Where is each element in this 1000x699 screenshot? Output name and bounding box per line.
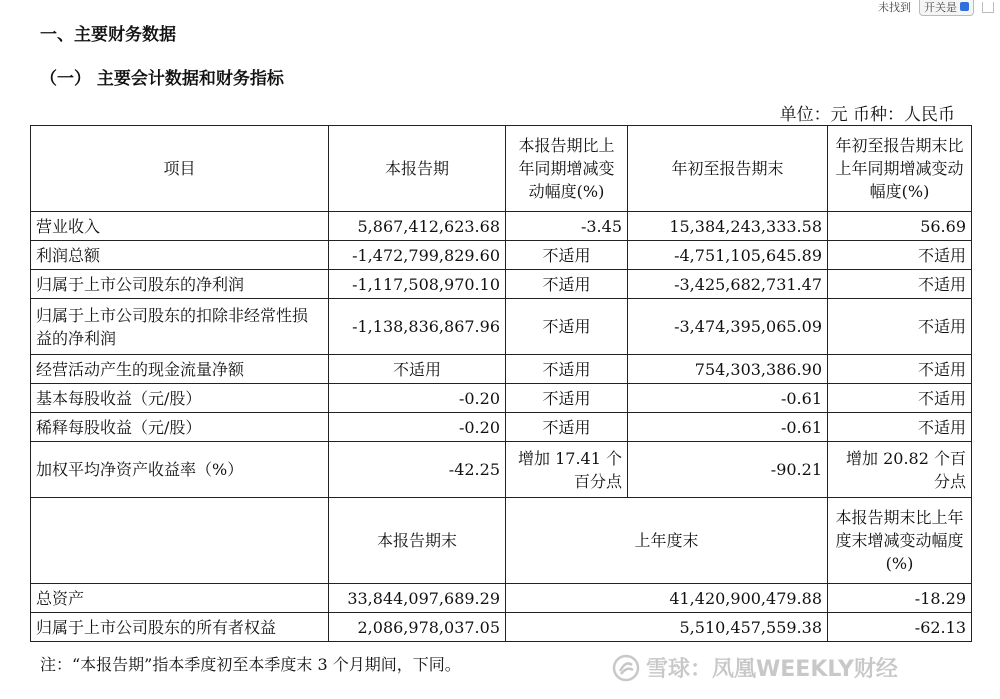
table-header-row <box>31 126 972 212</box>
footnote: 注：“本报告期”指本季度初至本季度末 3 个月期间，下同。 <box>40 655 461 674</box>
snowball-logo-icon <box>612 654 640 682</box>
cell: 不适用 <box>506 384 628 413</box>
header-cell: 本报告期末比上年度末增减变动幅度(%) <box>828 498 972 584</box>
table-row <box>31 299 972 355</box>
header-cell: 本报告期末 <box>329 498 506 584</box>
header-cell: 本报告期比上年同期增减变动幅度(%) <box>506 126 628 212</box>
row-label: 总资产 <box>31 584 329 613</box>
header-cell: 本报告期 <box>329 126 506 212</box>
cell: -0.61 <box>628 413 828 442</box>
table-row <box>31 241 972 270</box>
cell: 56.69 <box>828 212 972 241</box>
header-cell: 项目 <box>31 126 329 212</box>
table-row <box>31 413 972 442</box>
table-header-row <box>31 498 972 584</box>
cell: 33,844,097,689.29 <box>329 584 506 613</box>
watermark-text: 雪球：凤凰WEEKLY财经 <box>646 657 898 682</box>
header-cell <box>31 498 329 584</box>
row-label: 营业收入 <box>31 212 329 241</box>
cell: 不适用 <box>828 384 972 413</box>
row-label: 加权平均净资产收益率（%） <box>31 442 329 498</box>
cell: -1,117,508,970.10 <box>329 270 506 299</box>
cell: 15,384,243,333.58 <box>628 212 828 241</box>
row-label: 基本每股收益（元/股） <box>31 384 329 413</box>
checkbox[interactable] <box>982 2 994 13</box>
cell: -3,425,682,731.47 <box>628 270 828 299</box>
unit-label: 单位：元 币种：人民币 <box>779 105 955 125</box>
row-label: 稀释每股收益（元/股） <box>31 413 329 442</box>
cell: -1,138,836,867.96 <box>329 299 506 355</box>
cell: 不适用 <box>828 270 972 299</box>
section-heading: 一、主要财务数据 <box>40 25 176 45</box>
cell: -3.45 <box>506 212 628 241</box>
table-row <box>31 613 972 642</box>
table-row <box>31 270 972 299</box>
not-found-label: 未找到 <box>878 1 911 14</box>
cell: 增加 17.41 个百分点 <box>506 442 628 498</box>
cell: 不适用 <box>828 413 972 442</box>
row-label: 归属于上市公司股东的扣除非经常性损益的净利润 <box>31 299 329 355</box>
row-label: 归属于上市公司股东的净利润 <box>31 270 329 299</box>
cell: -3,474,395,065.09 <box>628 299 828 355</box>
cell: -1,472,799,829.60 <box>329 241 506 270</box>
cell: 不适用 <box>329 355 506 384</box>
cell: -4,751,105,645.89 <box>628 241 828 270</box>
cell: 不适用 <box>506 241 628 270</box>
cell: -18.29 <box>828 584 972 613</box>
table-row <box>31 212 972 241</box>
chevron-down-icon <box>960 2 969 11</box>
toggle-select[interactable] <box>919 0 974 16</box>
row-label: 利润总额 <box>31 241 329 270</box>
cell: 不适用 <box>828 299 972 355</box>
table-row <box>31 584 972 613</box>
cell: 不适用 <box>506 355 628 384</box>
header-cell: 上年度末 <box>506 498 828 584</box>
table-row <box>31 442 972 498</box>
cell: 不适用 <box>506 413 628 442</box>
cell: 754,303,386.90 <box>628 355 828 384</box>
row-label: 经营活动产生的现金流量净额 <box>31 355 329 384</box>
subsection-heading: （一） 主要会计数据和财务指标 <box>40 69 284 89</box>
toggle-value: 开关是 <box>924 0 957 14</box>
top-toolbar <box>878 0 1000 14</box>
cell: -0.61 <box>628 384 828 413</box>
cell: -0.20 <box>329 413 506 442</box>
cell: 5,510,457,559.38 <box>506 613 828 642</box>
cell: 不适用 <box>828 355 972 384</box>
cell: 不适用 <box>828 241 972 270</box>
table-row <box>31 355 972 384</box>
header-cell: 年初至报告期末比上年同期增减变动幅度(%) <box>828 126 972 212</box>
cell: 5,867,412,623.68 <box>329 212 506 241</box>
row-label: 归属于上市公司股东的所有者权益 <box>31 613 329 642</box>
watermark <box>612 652 898 683</box>
cell: 不适用 <box>506 299 628 355</box>
cell: -62.13 <box>828 613 972 642</box>
cell: 2,086,978,037.05 <box>329 613 506 642</box>
table-row <box>31 384 972 413</box>
cell: -90.21 <box>628 442 828 498</box>
cell: 41,420,900,479.88 <box>506 584 828 613</box>
header-cell: 年初至报告期末 <box>628 126 828 212</box>
cell: -0.20 <box>329 384 506 413</box>
cell: 不适用 <box>506 270 628 299</box>
cell: -42.25 <box>329 442 506 498</box>
financial-table <box>30 125 972 642</box>
cell: 增加 20.82 个百分点 <box>828 442 972 498</box>
